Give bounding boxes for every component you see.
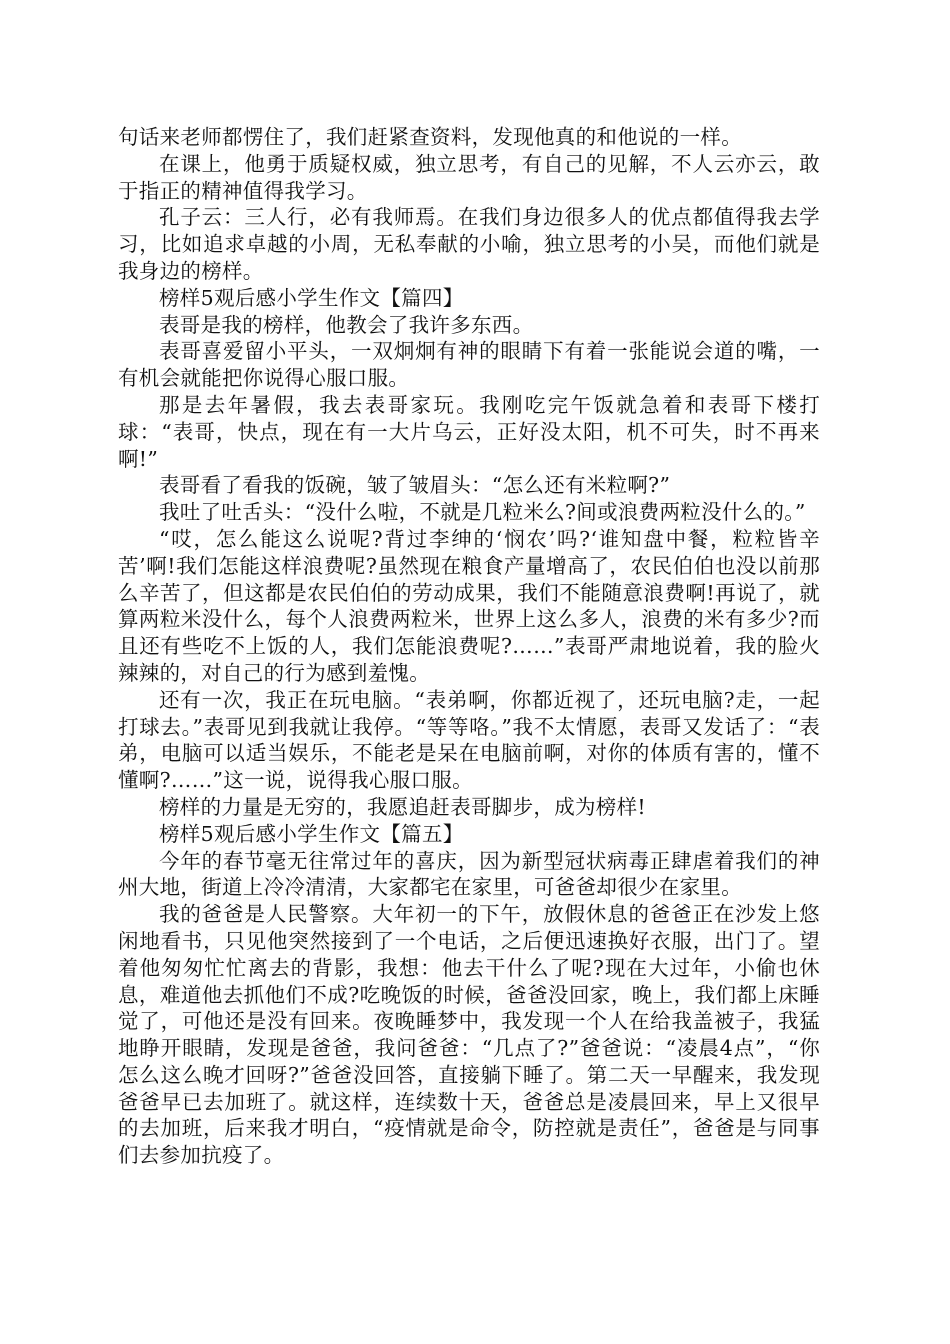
paragraph: 表哥喜爱留小平头，一双炯炯有神的眼睛下有着一张能说会道的嘴，一有机会就能把你说得心服口服。 [118, 339, 820, 391]
paragraph: 我吐了吐舌头：“没什么啦，不就是几粒米么?间或浪费两粒没什么的。” [159, 500, 806, 525]
section-heading-part-five: 榜样5观后感小学生作文【篇五】 [159, 821, 464, 846]
paragraph: 今年的春节毫无往常过年的喜庆，因为新型冠状病毒正肆虐着我们的神州大地，街道上冷冷清清，大家都宅在家里，可爸爸却很少在家里。 [118, 848, 820, 900]
paragraph: 榜样的力量是无穷的，我愿追赶表哥脚步，成为榜样! [159, 794, 646, 819]
paragraph: 孔子云：三人行，必有我师焉。在我们身边很多人的优点都值得我去学习，比如追求卓越的小周，无私奉献的小喻，独立思考的小吴，而他们就是我身边的榜样。 [118, 205, 820, 283]
paragraph: 那是去年暑假，我去表哥家玩。我刚吃完午饭就急着和表哥下楼打球：“表哥，快点，现在有一大片乌云，正好没太阳，机不可失，时不再来啊!” [118, 392, 820, 471]
paragraph: 表哥是我的榜样，他教会了我许多东西。 [159, 312, 534, 337]
paragraph: 表哥看了看我的饭碗，皱了皱眉头：“怎么还有米粒啊?” [159, 473, 671, 498]
paragraph: 我的爸爸是人民警察。大年初一的下午，放假休息的爸爸正在沙发上悠闲地看书，只见他突然接到了一个电话，之后便迅速换好衣服，出门了。望着他匆匆忙忙离去的背影，我想：他去干什么了呢?现在大过年，小偷也休息，难道他去抓他们不成?吃晚饭的时候，爸爸没回家，晚上，我们都上床睡觉了，可他还是没有回来。夜晚睡梦中，我发现一个人在给我盖被子，我猛地睁开眼睛，发现是爸爸，我问爸爸：“几点了?”爸爸说：“凌晨4点”，“你怎么这么晚才回呀?”爸爸没回答，直接躺下睡了。第二天一早醒来，我发现爸爸早已去加班了。就这样，连续数十天，爸爸总是凌晨回来，早上又很早的去加班，后来我才明白，“疫情就是命令，防控就是责任”，爸爸是与同事们去参加抗疫了。 [118, 902, 820, 1168]
paragraph: 还有一次，我正在玩电脑。“表弟啊，你都近视了，还玩电脑?走，一起打球去。”表哥见到我就让我停。“等等咯。”我不太情愿，表哥又发话了：“表弟，电脑可以适当娱乐，不能老是呆在电脑前啊，对你的体质有害的，懂不懂啊?……”这一说，说得我心服口服。 [118, 687, 820, 793]
section-heading-part-four: 榜样5观后感小学生作文【篇四】 [159, 285, 464, 310]
document-body [118, 124, 820, 1169]
paragraph-continued: 句话来老师都愣住了，我们赶紧查资料，发现他真的和他说的一样。 [118, 125, 742, 149]
paragraph: 在课上，他勇于质疑权威，独立思考，有自己的见解，不人云亦云，敢于指正的精神值得我学习。 [118, 151, 820, 203]
paragraph: “哎，怎么能这么说呢?背过李绅的‘悯农’吗?‘谁知盘中餐，粒粒皆辛苦’啊!我们怎能这样浪费呢?虽然现在粮食产量增高了，农民伯伯也没以前那么辛苦了，但这都是农民伯伯的劳动成果，我们不能随意浪费啊!再说了，就算两粒米没什么，每个人浪费两粒米，世界上这么多人，浪费的米有多少?而且还有些吃不上饭的人，我们怎能浪费呢?……”表哥严肃地说着，我的脸火辣辣的，对自己的行为感到羞愧。 [118, 526, 820, 685]
